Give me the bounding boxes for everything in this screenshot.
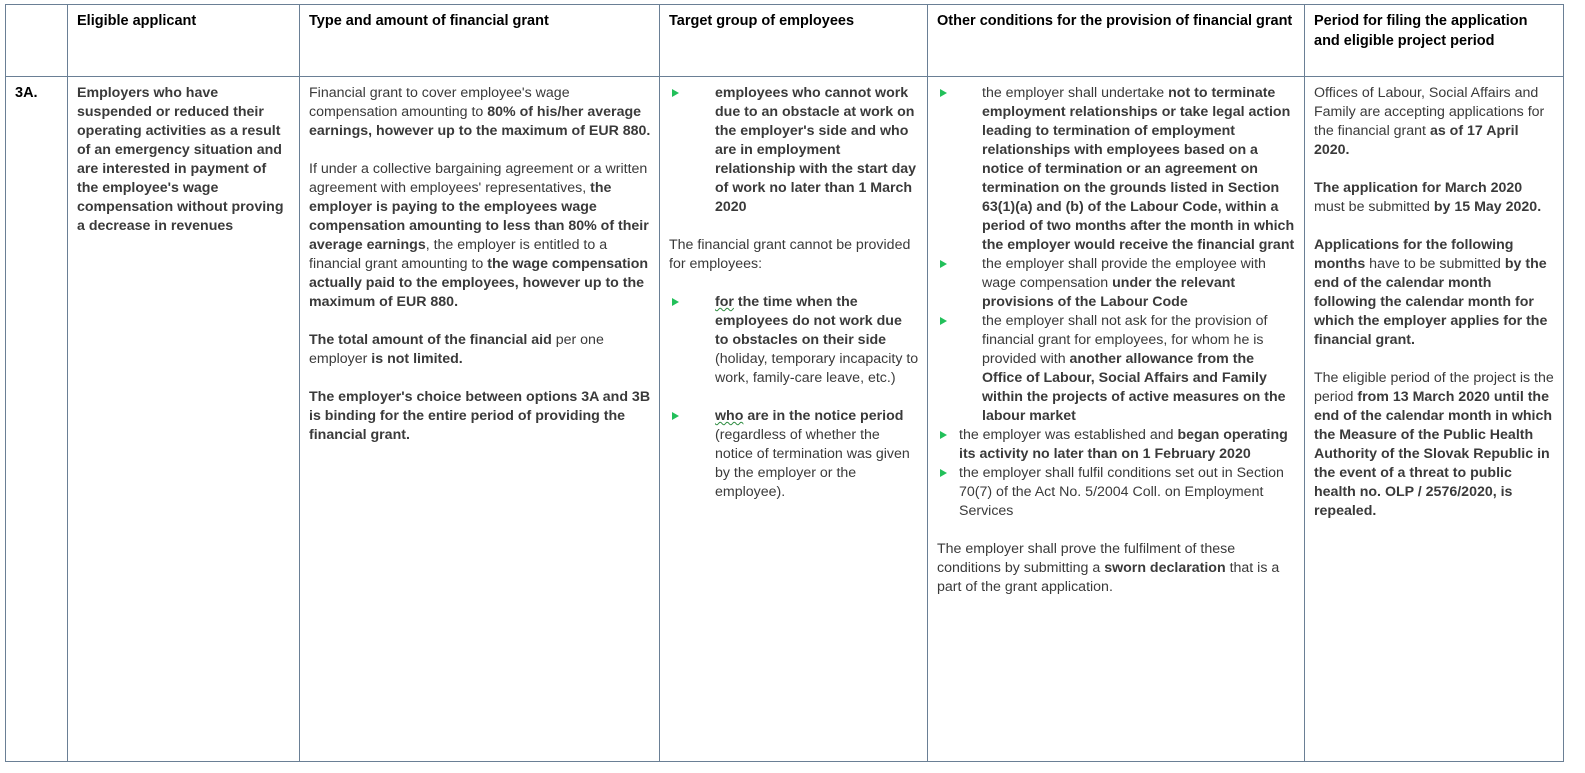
list-item: the employer shall undertake not to terminate employment relationships or take legal action leading to termination of employment relationships with employees based on a notice of termination or an agreement on termination on the grounds listed in Section 63(1)(a) and (b) of the Labour Code, within a period of two months after the month in which the employer would receive the financial grant — [937, 84, 1296, 255]
header-eligible-applicant: Eligible applicant — [68, 5, 300, 77]
bullet-arrow-icon — [940, 431, 947, 439]
list-item: the employer shall not ask for the provision of financial grant for employees, for whom he is provided with another allowance from the Office of Labour, Social Affairs and Family within the projects of active measures on the labour market — [937, 312, 1296, 426]
header-target-group: Target group of employees — [660, 5, 928, 77]
list-item: the employer was established and began operating its activity no later than on 1 February 2020 — [937, 426, 1296, 464]
bullet-arrow-icon — [672, 412, 679, 420]
table-row — [6, 77, 1564, 762]
target-intro: The financial grant cannot be provided for employees: — [669, 237, 911, 272]
applicant-cell — [68, 77, 300, 762]
bullet-arrow-icon — [940, 89, 947, 97]
period-cell — [1305, 77, 1564, 762]
grant-paragraph-2: If under a collective bargaining agreement or a written agreement with employees' representatives, the employer is paying to the employees wage compensation amounting to less than 80% of their average earnings, the employer is entitled to a financial grant amounting to the wage compensation actually paid to the employees, however up to the maximum of EUR 880. — [309, 161, 649, 310]
grant-paragraph-4: The employer's choice between options 3A and 3B is binding for the entire period of providing the financial grant. — [309, 389, 651, 443]
header-filing-period: Period for filing the application and eligible project period — [1305, 5, 1564, 77]
header-index — [6, 5, 68, 77]
header-row — [6, 5, 1564, 77]
list-item: for the time when the employees do not work due to obstacles on their side (holiday, temporary incapacity to work, family-care leave, etc.) — [669, 293, 919, 388]
conditions-footer: The employer shall prove the fulfilment of these conditions by submitting a sworn declaration that is a part of the grant application. — [937, 541, 1280, 595]
period-paragraph-1: Offices of Labour, Social Affairs and Family are accepting applications for the financial grant as of 17 April 2020. — [1314, 85, 1545, 158]
grant-paragraph-3: The total amount of the financial aid per one employer is not limited. — [309, 332, 604, 367]
conditions-cell — [928, 77, 1305, 762]
list-item: the employer shall provide the employee with wage compensation under the relevant provisions of the Labour Code — [937, 255, 1296, 312]
header-grant-type: Type and amount of financial grant — [300, 5, 660, 77]
bullet-arrow-icon — [672, 298, 679, 306]
bullet-arrow-icon — [940, 469, 947, 477]
period-paragraph-3: Applications for the following months have to be submitted by the end of the calendar month following the calendar month for which the employer applies for the financial grant. — [1314, 237, 1548, 348]
bullet-arrow-icon — [940, 260, 947, 268]
row-label-cell — [6, 77, 68, 762]
target-list-excluded — [669, 293, 919, 502]
list-item: employees who cannot work due to an obstacle at work on the employer's side and who are in employment relationship with the start day of work no later than 1 March 2020 — [669, 84, 919, 217]
row-label: 3A. — [15, 85, 38, 101]
applicant-text: Employers who have suspended or reduced their operating activities as a result of an emergency situation and are interested in payment of the employee's wage compensation without proving a decrease in revenues — [77, 85, 284, 234]
grant-cell — [300, 77, 660, 762]
bullet-arrow-icon — [672, 89, 679, 97]
bullet-arrow-icon — [940, 317, 947, 325]
conditions-list — [937, 84, 1296, 521]
grant-paragraph-1: Financial grant to cover employee's wage compensation amounting to 80% of his/her average earnings, however up to the maximum of EUR 880. — [309, 85, 651, 139]
target-group-cell — [660, 77, 928, 762]
list-item: who are in the notice period (regardless of whether the notice of termination was given by the employer or the employee). — [669, 407, 919, 502]
target-list-eligible — [669, 84, 919, 217]
period-paragraph-4: The eligible period of the project is the period from 13 March 2020 until the end of the calendar month in which the Measure of the Public Health Authority of the Slovak Republic in the event of a threat to public health no. OLP / 2576/2020, is repealed. — [1314, 370, 1554, 519]
header-other-conditions: Other conditions for the provision of financial grant — [928, 5, 1305, 77]
period-paragraph-2: The application for March 2020 must be submitted by 15 May 2020. — [1314, 180, 1542, 215]
list-item: the employer shall fulfil conditions set out in Section 70(7) of the Act No. 5/2004 Coll. on Employment Services — [937, 464, 1296, 521]
grant-conditions-table — [5, 4, 1564, 762]
